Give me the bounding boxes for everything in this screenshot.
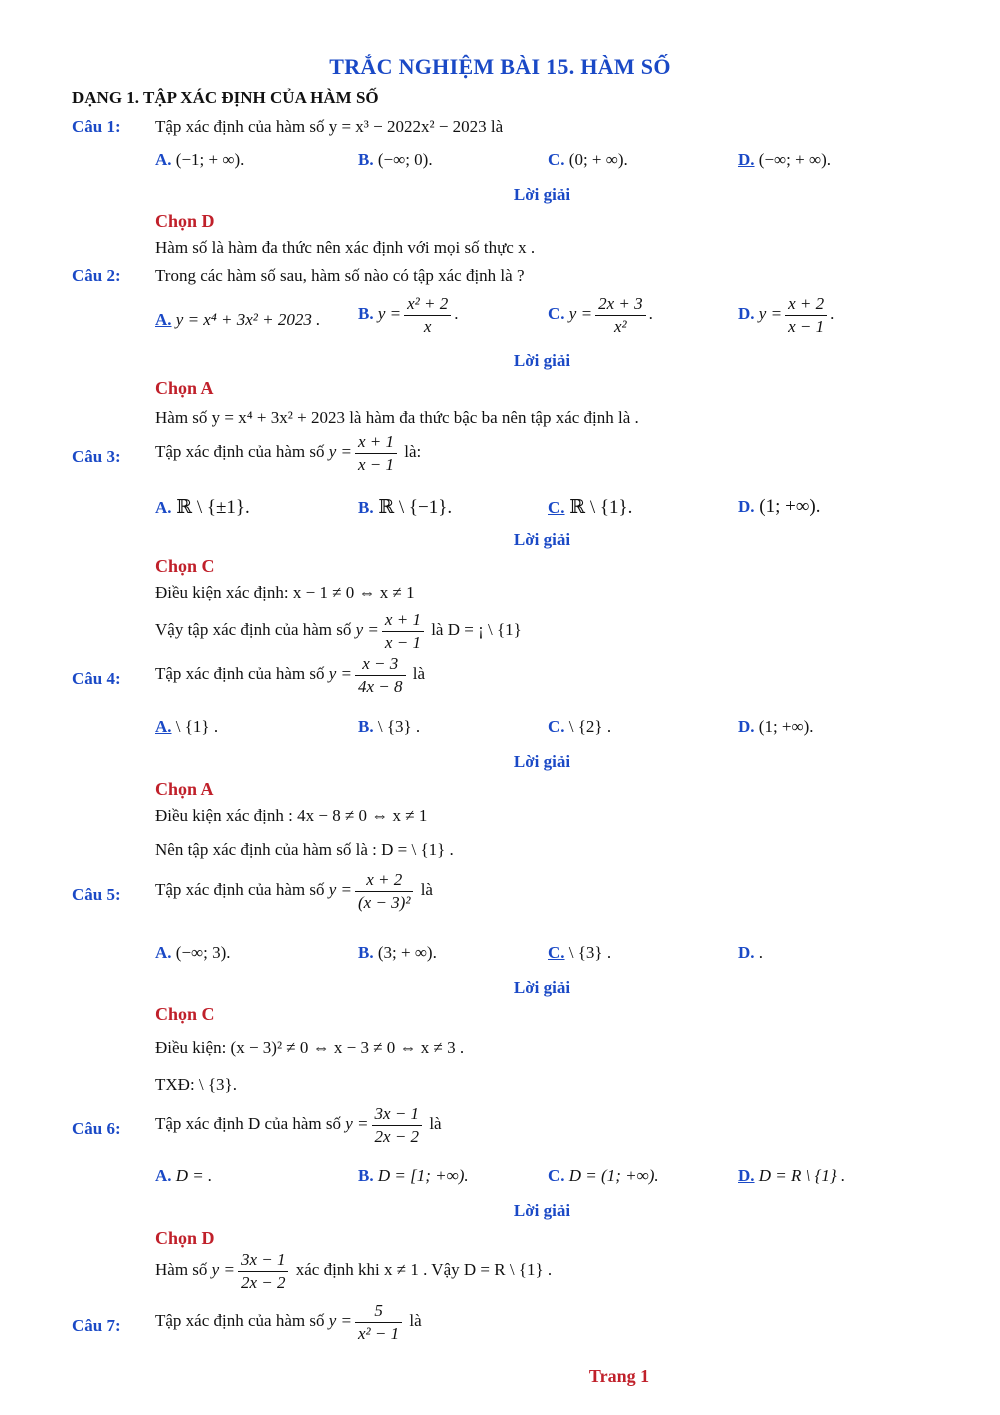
- denominator: 4x − 8: [358, 676, 403, 696]
- option-letter: D.: [738, 497, 755, 516]
- q5-solution-line: TXĐ: \ {3}.: [155, 1075, 237, 1094]
- function-prefix: y =: [328, 663, 352, 683]
- question-suffix: là:: [404, 441, 422, 461]
- q1-option-c: [548, 150, 628, 170]
- option-letter: D.: [738, 1166, 755, 1185]
- q6-option-c: [548, 1166, 659, 1186]
- numerator: 2x + 3: [595, 294, 646, 316]
- option-value: (−∞; 3).: [175, 943, 231, 962]
- option-letter: D.: [738, 303, 755, 323]
- question-6-text: [155, 1104, 442, 1146]
- q5-option-d: [738, 943, 763, 963]
- numerator: 5: [355, 1301, 402, 1323]
- q2-solution-line: Hàm số y = x⁴ + 3x² + 2023 là hàm đa thức bậc ba nên tập xác định là .: [155, 408, 639, 427]
- question-text: Tập xác định của hàm số: [155, 663, 325, 683]
- solution-text: Hàm số: [155, 1259, 208, 1279]
- fraction: [355, 654, 406, 696]
- option-value: ℝ \ {1}.: [569, 497, 633, 518]
- option-value: (1; +∞).: [758, 717, 814, 736]
- q4-option-d: [738, 717, 814, 737]
- denominator: x − 1: [384, 632, 421, 652]
- question-suffix: là: [412, 663, 426, 683]
- denominator: x²: [614, 316, 627, 336]
- question-6-label: Câu 6:: [72, 1119, 121, 1138]
- denominator: x: [423, 316, 432, 336]
- option-value: (1; +∞).: [759, 496, 821, 517]
- question-3-label: Câu 3:: [72, 447, 121, 466]
- q3-option-a: [155, 496, 250, 519]
- option-value: (−∞; + ∞).: [758, 150, 831, 169]
- fraction: [785, 294, 827, 336]
- option-letter: D.: [738, 150, 755, 169]
- question-5-label: Câu 5:: [72, 885, 121, 904]
- option-value: D = (1; +∞).: [568, 1166, 659, 1185]
- solution-heading: Lời giải: [513, 185, 571, 204]
- q6-answer: Chọn D: [155, 1228, 215, 1248]
- numerator: 3x − 1: [238, 1250, 289, 1272]
- fraction: [382, 610, 424, 652]
- q4-answer: Chọn A: [155, 779, 214, 799]
- option-value: D = R \ {1} .: [758, 1166, 846, 1185]
- numerator: x − 3: [355, 654, 406, 676]
- q4-solution-line: Điều kiện xác định : 4x − 8 ≠ 0 ⇔ x ≠ 1: [155, 806, 428, 825]
- option-letter: B.: [358, 943, 374, 962]
- question-text: Tập xác định D của hàm số: [155, 1113, 341, 1133]
- question-suffix: là: [409, 1310, 422, 1330]
- q5-option-a: [155, 943, 231, 963]
- q1-option-a: [155, 150, 244, 170]
- q1-solution-line: Hàm số là hàm đa thức nên xác định với mọi số thực x .: [155, 238, 536, 257]
- fraction: [238, 1250, 289, 1292]
- denominator: 2x − 2: [240, 1272, 286, 1292]
- option-suffix: .: [648, 303, 653, 323]
- option-letter: C.: [548, 303, 565, 323]
- fraction: [355, 1301, 402, 1343]
- option-letter: B.: [358, 150, 374, 169]
- question-text: Tập xác định của hàm số: [155, 1310, 325, 1330]
- solution-heading: Lời giải: [513, 752, 571, 771]
- option-letter: B.: [358, 303, 374, 323]
- function-prefix: y =: [328, 441, 352, 461]
- question-3-text: [155, 432, 421, 474]
- q2-option-c: [548, 294, 653, 336]
- numerator: 3x − 1: [372, 1104, 423, 1126]
- question-4-label: Câu 4:: [72, 669, 121, 688]
- q5-answer: Chọn C: [155, 1004, 215, 1024]
- q2-option-d: [738, 294, 834, 336]
- denominator: x² − 1: [358, 1323, 400, 1343]
- solution-text: Vậy tập xác định của hàm số: [155, 619, 352, 639]
- option-value: (0; + ∞).: [568, 150, 628, 169]
- option-letter: C.: [548, 1166, 565, 1185]
- numerator: x + 1: [355, 432, 397, 454]
- numerator: x + 2: [355, 870, 413, 892]
- q5-option-c: [548, 943, 611, 963]
- denominator: x − 1: [358, 454, 395, 474]
- fraction: [595, 294, 646, 336]
- page-footer: Trang 1: [588, 1366, 650, 1386]
- question-4-text: [155, 654, 425, 696]
- q2-answer: Chọn A: [155, 378, 214, 398]
- q3-solution-line: Điều kiện xác định: x − 1 ≠ 0 ⇔ x ≠ 1: [155, 583, 415, 602]
- option-letter: A.: [155, 943, 172, 962]
- numerator: x + 1: [382, 610, 424, 632]
- q1-answer: Chọn D: [155, 211, 215, 231]
- option-value: D = [1; +∞).: [377, 1166, 469, 1185]
- option-letter: D.: [738, 717, 755, 736]
- option-prefix: y =: [568, 303, 593, 323]
- q2-option-a: [155, 310, 320, 330]
- option-prefix: y =: [377, 303, 402, 323]
- question-1-text: Tập xác định của hàm số y = x³ − 2022x² − 2023 là: [155, 117, 504, 136]
- fraction: [404, 294, 451, 336]
- solution-heading: Lời giải: [513, 530, 571, 549]
- option-letter: C.: [548, 498, 565, 517]
- option-letter: A.: [155, 498, 172, 517]
- page-title: TRẮC NGHIỆM BÀI 15. HÀM SỐ: [329, 54, 671, 79]
- option-letter: C.: [548, 717, 565, 736]
- numerator: x + 2: [785, 294, 827, 316]
- option-letter: B.: [358, 1166, 374, 1185]
- question-text: Tập xác định của hàm số: [155, 879, 325, 899]
- function-prefix: y =: [355, 619, 379, 639]
- function-prefix: y =: [211, 1259, 235, 1279]
- q3-answer: Chọn C: [155, 556, 215, 576]
- q3-solution-line: [155, 610, 522, 652]
- option-value: (3; + ∞).: [377, 943, 437, 962]
- solution-suffix: là D = ¡ \ {1}: [431, 619, 522, 639]
- option-value: ℝ \ {−1}.: [378, 497, 453, 518]
- question-suffix: là: [429, 1113, 442, 1133]
- option-letter: A.: [155, 310, 172, 329]
- option-value: (−1; + ∞).: [175, 150, 245, 169]
- q3-option-d: [738, 496, 820, 518]
- question-suffix: là: [420, 879, 433, 899]
- fraction: [355, 432, 397, 474]
- q6-option-a: [155, 1166, 212, 1186]
- option-suffix: .: [830, 303, 835, 323]
- section-heading: DẠNG 1. TẬP XÁC ĐỊNH CỦA HÀM SỐ: [72, 88, 379, 107]
- q6-solution-line: [155, 1250, 552, 1292]
- q4-option-b: [358, 717, 420, 737]
- solution-heading: Lời giải: [513, 1201, 571, 1220]
- option-letter: B.: [358, 717, 374, 736]
- option-value: .: [758, 943, 764, 962]
- option-letter: B.: [358, 498, 374, 517]
- option-value: \ {1} .: [175, 717, 219, 736]
- question-5-text: [155, 870, 433, 912]
- question-2-label: Câu 2:: [72, 266, 121, 285]
- q4-solution-line: Nên tập xác định của hàm số là : D = \ {1} .: [155, 840, 454, 859]
- option-letter: C.: [548, 943, 565, 962]
- denominator: x − 1: [788, 316, 825, 336]
- q4-option-a: [155, 717, 218, 737]
- solution-suffix: xác định khi x ≠ 1 . Vậy D = R \ {1} .: [295, 1259, 553, 1279]
- option-value: D = .: [175, 1166, 213, 1185]
- fraction: [355, 870, 413, 912]
- question-1-label: Câu 1:: [72, 117, 121, 136]
- option-value: \ {2} .: [568, 717, 612, 736]
- q1-option-b: [358, 150, 433, 170]
- question-2-text: Trong các hàm số sau, hàm số nào có tập xác định là ?: [155, 266, 525, 285]
- solution-heading: Lời giải: [513, 978, 571, 997]
- option-value: ℝ \ {±1}.: [176, 497, 250, 518]
- q4-option-c: [548, 717, 611, 737]
- option-letter: A.: [155, 717, 172, 736]
- solution-heading: Lời giải: [513, 351, 571, 370]
- fraction: [372, 1104, 423, 1146]
- q5-solution-line: Điều kiện: (x − 3)² ≠ 0 ⇔ x − 3 ≠ 0 ⇔ x ≠ 3 .: [155, 1038, 465, 1057]
- denominator: (x − 3)²: [358, 892, 411, 912]
- q3-option-c: [548, 496, 632, 519]
- question-7-label: Câu 7:: [72, 1316, 121, 1335]
- q3-option-b: [358, 496, 452, 519]
- question-text: Tập xác định của hàm số: [155, 441, 325, 461]
- q6-option-d: [738, 1166, 845, 1186]
- q6-option-b: [358, 1166, 469, 1186]
- function-prefix: y =: [328, 879, 352, 899]
- option-letter: A.: [155, 150, 172, 169]
- option-value: \ {3} .: [568, 943, 612, 962]
- option-value: y = x⁴ + 3x² + 2023 .: [175, 310, 321, 329]
- q5-option-b: [358, 943, 437, 963]
- option-value: \ {3} .: [377, 717, 421, 736]
- denominator: 2x − 2: [374, 1126, 420, 1146]
- q2-option-b: [358, 294, 459, 336]
- function-prefix: y =: [345, 1113, 369, 1133]
- function-prefix: y =: [328, 1310, 352, 1330]
- option-letter: D.: [738, 943, 755, 962]
- option-letter: C.: [548, 150, 565, 169]
- option-suffix: .: [454, 303, 459, 323]
- q1-option-d: [738, 150, 831, 170]
- option-prefix: y =: [758, 303, 783, 323]
- question-7-text: [155, 1301, 422, 1343]
- option-value: (−∞; 0).: [377, 150, 433, 169]
- numerator: x² + 2: [404, 294, 451, 316]
- option-letter: A.: [155, 1166, 172, 1185]
